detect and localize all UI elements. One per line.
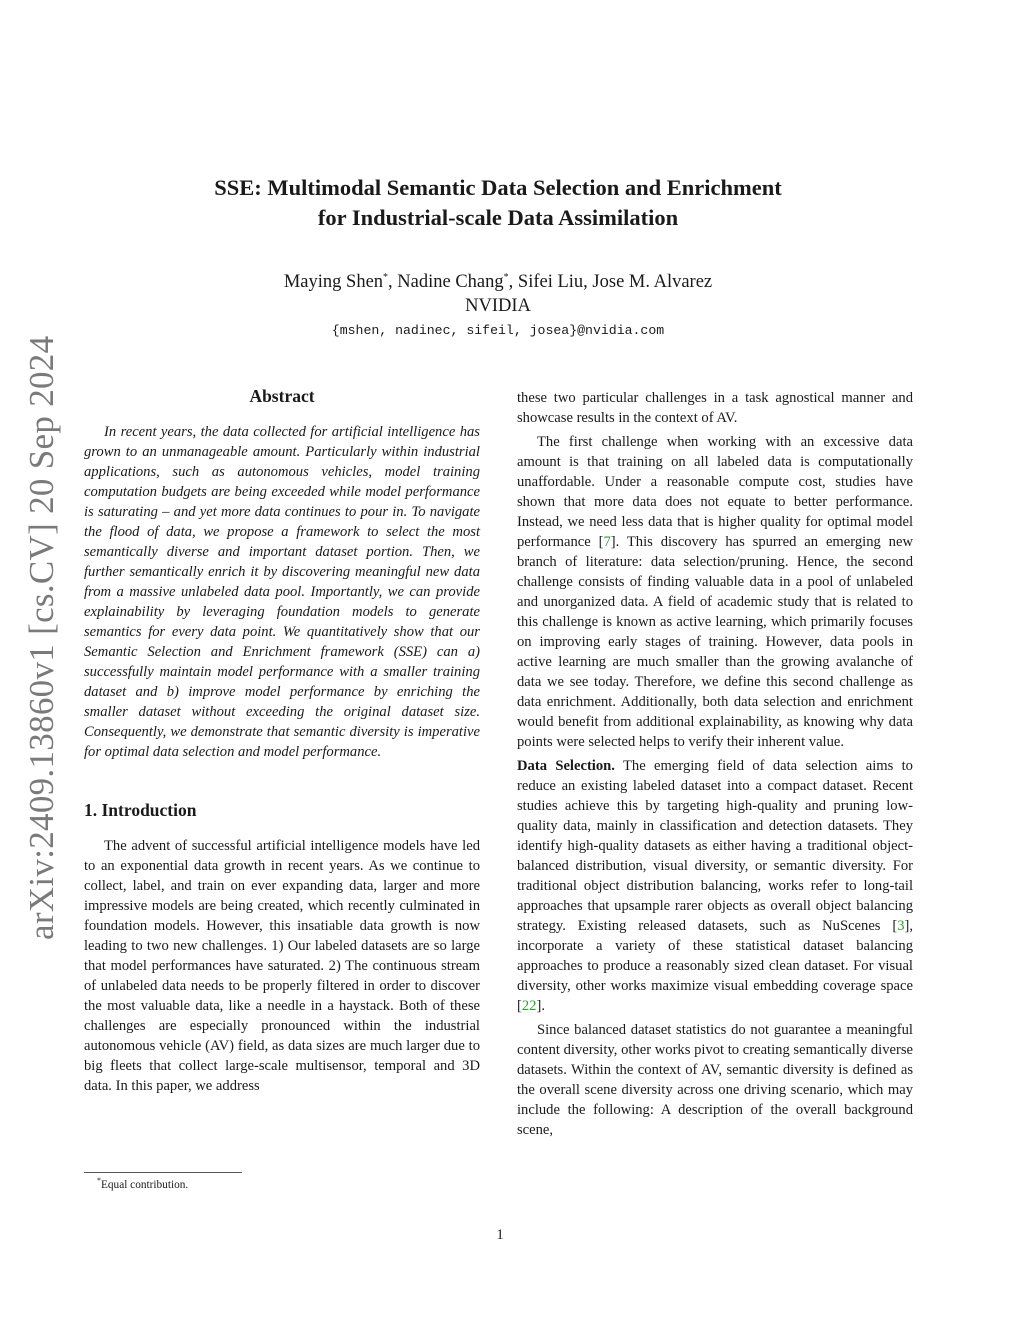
paragraph-text: ], incorporate a variety of these statistical dataset balancing approaches to produce a reasonably sized clean dataset. For visual diversity, other works maximize visual embedding coverage space [ [517, 918, 913, 1014]
paragraph-heading: Data Selection. [517, 758, 615, 774]
author-list: Maying Shen*, Nadine Chang*, Sifei Liu, Jose M. Alvarez [283, 271, 713, 292]
paragraph-text: The first challenge when working with an excessive data amount is that training on all labeled data is computationally unaffordable. Under a reasonable compute cost, studies have shown that more data does not equate to better performance. Instead, we need less data that is higher quality for optimal model performance [ [517, 434, 913, 550]
paper-title [100, 173, 896, 233]
citation-link[interactable]: 3 [897, 918, 905, 934]
introduction-heading: 1. Introduction [84, 800, 197, 820]
author-emails[interactable]: {mshen, nadinec, sifeil, josea}@nvidia.com [331, 323, 665, 338]
author-name: Maying Shen [283, 272, 384, 292]
footnote [97, 1178, 188, 1192]
equal-contribution-mark: * [503, 271, 509, 283]
author-name: Sifei Liu, [517, 272, 588, 292]
footnote-text: Equal contribution. [101, 1179, 189, 1191]
equal-contribution-mark: * [383, 271, 389, 283]
semantic-diversity-paragraph: Since balanced dataset statistics do not guarantee a meaningful content diversity, other works pivot to creating semantically diverse datasets. Within the context of AV, semantic diversity is defined as the overall scene diversity across one driving scenario, which may include the following: A description of the overall background scene, [517, 1022, 913, 1138]
citation-link[interactable]: 22 [521, 998, 537, 1014]
citation-link[interactable]: 7 [603, 534, 611, 550]
left-column [84, 384, 480, 1096]
footnote-mark: * [97, 1176, 101, 1186]
right-column [517, 388, 913, 1140]
first-challenge-paragraph [517, 432, 913, 752]
footnote-divider [84, 1172, 242, 1173]
arxiv-identifier[interactable]: arXiv:2409.13860v1 [cs.CV] 20 Sep 2024 [22, 335, 61, 940]
paragraph-text: The emerging field of data selection aims to reduce an existing labeled dataset into a compact dataset. Recent studies achieve this by targeting high-quality and pruning low-quality data, mainly in classification and detection datasets. They identify high-quality datasets as either having a traditional object-balanced distribution, visual diversity, or semantic diversity. For traditional object distribution balancing, works refer to long-tail approaches that upsample rarer objects as overall object balancing strategy. Existing released datasets, such as NuScenes [ [517, 758, 913, 934]
affiliation: NVIDIA [465, 296, 531, 316]
title-line-2: for Industrial-scale Data Assimilation [317, 205, 679, 230]
data-selection-paragraph [517, 756, 913, 1016]
author-name: Nadine Chang [397, 272, 504, 292]
author-name: Jose M. Alvarez [592, 272, 713, 292]
abstract-text: In recent years, the data collected for artificial intelligence has grown to an unmanageable amount. Particularly within industrial applications, such as autonomous vehicles, model training computation budgets are being exceeded while model performance is saturating – and yet more data continues to pour in. To navigate the flood of data, we propose a framework to select the most semantically diverse and important dataset portion. Then, we further semantically enrich it by discovering meaningful new data from a massive unlabeled data pool. Importantly, we can provide explainability by leveraging foundation models to generate semantics for every data point. We quantitatively show that our Semantic Selection and Enrichment framework (SSE) can a) successfully maintain model performance with a smaller training dataset and b) improve model performance by enriching the smaller dataset without exceeding the original dataset size. Consequently, we demonstrate that semantic diversity is imperative for optimal data selection and model performance. [84, 424, 480, 760]
continued-paragraph: these two particular challenges in a task agnostical manner and showcase results in the context of AV. [517, 390, 913, 426]
paragraph-text: ]. [536, 998, 545, 1014]
abstract-heading: Abstract [249, 386, 315, 406]
introduction-paragraph: The advent of successful artificial intelligence models have led to an exponential data growth in recent years. As we continue to collect, label, and train on ever expanding data, larger and more impressive models are being created, which recently culminated in foundation models. However, this insatiable data growth is now leading to two new challenges. 1) Our labeled datasets are so large that model performances have saturated. 2) The continuous stream of unlabeled data needs to be properly filtered in order to discover the most valuable data, like a needle in a haystack. Both of these challenges are especially pronounced within the industrial autonomous vehicle (AV) field, as data sizes are much larger due to big fleets that collect large-scale multisensor, temporal and 3D data. In this paper, we address [84, 838, 480, 1094]
title-line-1: SSE: Multimodal Semantic Data Selection and Enrichment [214, 175, 782, 200]
paragraph-text: ]. This discovery has spurred an emerging new branch of literature: data selection/pruning. Hence, the second challenge consists of finding valuable data in a pool of unlabeled and unorganized data. A field of academic study that is related to this challenge is known as active learning, which primarily focuses on improving early stages of training. However, data pools in active learning are much smaller than the growing avalanche of data we see today. Therefore, we define this second challenge as data enrichment. Additionally, both data selection and enrichment would benefit from additional explainability, as knowing why data points were selected helps to verify their inherent value. [517, 534, 913, 750]
page-number: 1 [496, 1227, 504, 1243]
